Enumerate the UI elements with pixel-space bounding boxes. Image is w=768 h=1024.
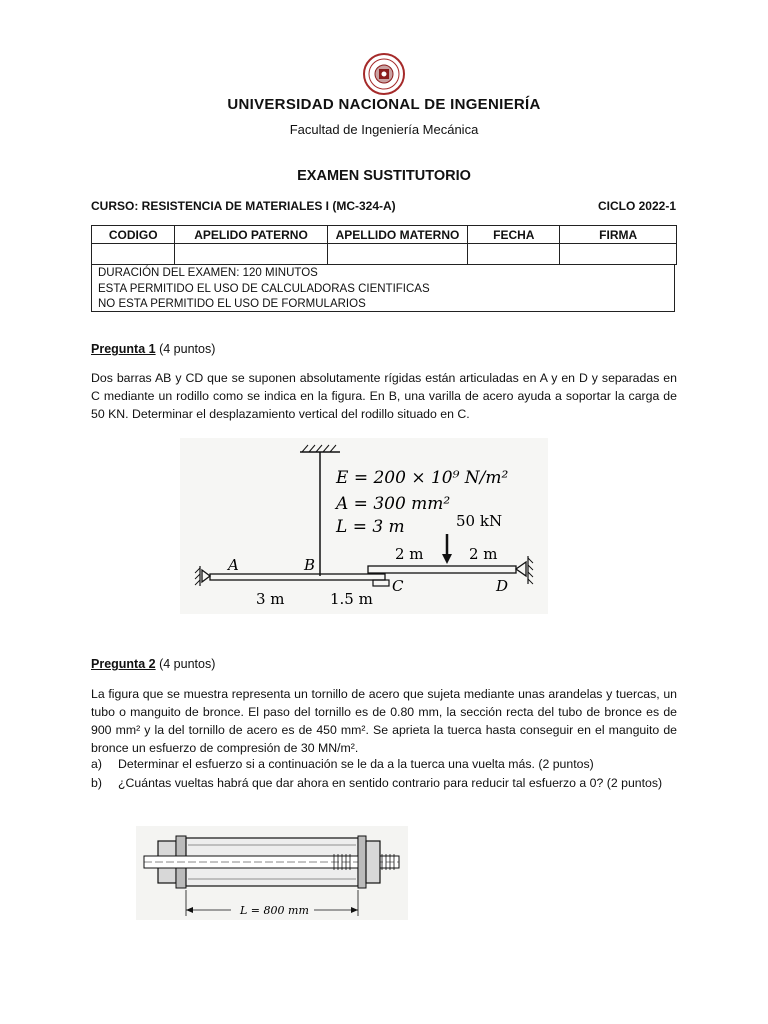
header-apellido-materno: APELLIDO MATERNO: [327, 226, 468, 244]
cell-firma[interactable]: [560, 244, 677, 265]
header-apellido-paterno: APELIDO PATERNO: [175, 226, 327, 244]
fig-E: E = 200 × 10⁹ N/m²: [336, 468, 509, 488]
q1-points: (4 puntos): [159, 342, 216, 356]
cell-codigo[interactable]: [92, 244, 175, 265]
q2-heading: [91, 657, 215, 671]
exam-rules-box: [91, 264, 675, 312]
cycle-label: CICLO 2022-1: [597, 199, 676, 213]
fig-dim-3m: 3 m: [256, 590, 285, 608]
header-codigo: CODIGO: [92, 226, 175, 244]
fig-length: L = 800 mm: [240, 904, 309, 917]
fig-load: 50 kN: [456, 512, 503, 530]
fig-label-b: B: [304, 556, 316, 574]
fig-label-a: A: [228, 556, 239, 574]
q2-points: (4 puntos): [159, 657, 216, 671]
q2-title: Pregunta 2: [91, 657, 156, 671]
cell-apellido-paterno[interactable]: [175, 244, 327, 265]
rule-duration: DURACIÓN DEL EXAMEN: 120 MINUTOS: [98, 267, 318, 279]
fig-dim-2m-right: 2 m: [469, 545, 498, 563]
faculty-name: Facultad de Ingeniería Mecánica: [289, 122, 479, 137]
fig-L: L = 3 m: [336, 517, 405, 537]
university-seal: [362, 50, 406, 98]
q2-item-a-text: Determinar el esfuerzo si a continuación se le da a la tuerca una vuelta más. (2 puntos): [118, 757, 594, 771]
cell-apellido-materno[interactable]: [327, 244, 468, 265]
fig-dim-2m-left: 2 m: [395, 545, 424, 563]
q2-figure: [136, 826, 408, 920]
fig-label-d: D: [496, 577, 509, 595]
q2-item-a: [91, 755, 677, 773]
student-info-table: [91, 225, 677, 265]
fig-dim-1-5m: 1.5 m: [330, 590, 373, 608]
fig-A: A = 300 mm²: [336, 494, 451, 514]
cell-fecha[interactable]: [468, 244, 560, 265]
q2-item-b-label: b): [91, 776, 102, 790]
q1-heading: [91, 342, 215, 356]
q1-title: Pregunta 1: [91, 342, 156, 356]
rule-calculators: ESTA PERMITIDO EL USO DE CALCULADORAS CIENTIFICAS: [98, 282, 430, 295]
course-label: CURSO: RESISTENCIA DE MATERIALES I (MC-324-A): [91, 199, 396, 213]
fig-label-c: C: [392, 577, 404, 595]
rule-formularies: NO ESTA PERMITIDO EL USO DE FORMULARIOS: [98, 298, 366, 310]
q2-text: La figura que se muestra representa un tornillo de acero que sujeta mediante unas arandelas y tuercas, un tubo o manguito de bronce. El paso del tornillo es de 0.80 mm, la sección recta del tubo de bronce es de 900 mm² y la del tornillo de acero es de 450 mm². Se aprieta la tuerca hasta conseguir en el manguito de bronce un esfuerzo de compresión de 30 MN/m².: [91, 687, 677, 755]
q1-figure: [180, 438, 548, 614]
q2-item-a-label: a): [91, 757, 102, 771]
header-fecha: FECHA: [468, 226, 560, 244]
university-name: UNIVERSIDAD NACIONAL DE INGENIERÍA: [227, 96, 541, 113]
exam-title: EXAMEN SUSTITUTORIO: [297, 168, 471, 184]
q2-item-b: [91, 774, 677, 792]
q1-text: Dos barras AB y CD que se suponen absolutamente rígidas están articuladas en A y en D y separadas en C mediante un rodillo como se indica en la figura. En B, una varilla de acero ayuda a soportar la carga de 50 KN. Determinar el desplazamiento vertical del rodillo situado en C.: [91, 371, 677, 421]
header-firma: FIRMA: [560, 226, 677, 244]
q2-item-b-text: ¿Cuántas vueltas habrá que dar ahora en sentido contrario para reducir tal esfuerzo a 0? (2 puntos): [118, 776, 663, 790]
